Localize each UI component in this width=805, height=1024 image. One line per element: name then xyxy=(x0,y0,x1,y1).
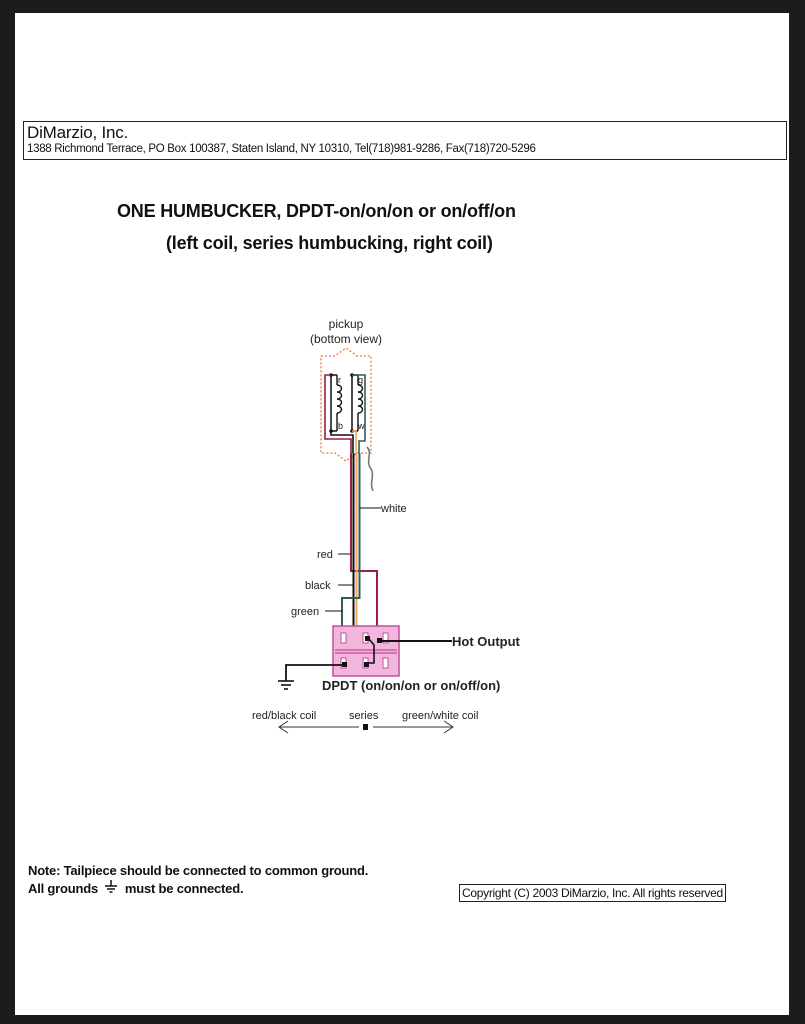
switch-label: DPDT (on/on/on or on/off/on) xyxy=(322,678,501,693)
note-line-1: Note: Tailpiece should be connected to common ground. xyxy=(28,863,369,878)
coil-left xyxy=(329,373,343,433)
hot-output-label: Hot Output xyxy=(452,634,520,649)
document-page xyxy=(15,13,789,1015)
copyright-notice: Copyright (C) 2003 DiMarzio, Inc. All rights reserved xyxy=(459,884,726,902)
pickup-sublabel: (bottom view) xyxy=(309,332,383,346)
pickup-label: pickup xyxy=(328,317,364,331)
terminal-b: b xyxy=(338,421,344,431)
label-red-wire: red xyxy=(317,549,333,561)
diagram-title: ONE HUMBUCKER, DPDT-on/on/on or on/off/on xyxy=(117,201,516,221)
terminal-w: w xyxy=(358,421,365,431)
label-green-wire: green xyxy=(291,606,320,618)
switch-position-legend xyxy=(252,710,478,733)
company-name: DiMarzio, Inc. xyxy=(27,123,129,142)
terminal-r: r xyxy=(338,375,341,385)
company-address: 1388 Richmond Terrace, PO Box 100387, Staten Island, NY 10310, Tel(718)981-9286, Fax(718)720-5296 xyxy=(27,143,536,155)
note-line-2: All grounds must be connected. xyxy=(28,880,368,899)
pickup-outline xyxy=(321,348,371,461)
ground-icon xyxy=(104,880,118,899)
label-white-wire: white xyxy=(381,503,407,515)
label-black-wire: black xyxy=(305,580,331,592)
diagram-subtitle: (left coil, series humbucking, right coil) xyxy=(166,233,493,253)
dpdt-switch xyxy=(333,626,399,676)
terminal-g: g xyxy=(358,375,364,385)
position-center-label: series xyxy=(349,710,379,722)
position-right-label: green/white coil xyxy=(402,710,479,722)
position-left-label: red/black coil xyxy=(252,710,317,722)
ground-note xyxy=(28,862,368,899)
coil-right xyxy=(350,373,365,433)
